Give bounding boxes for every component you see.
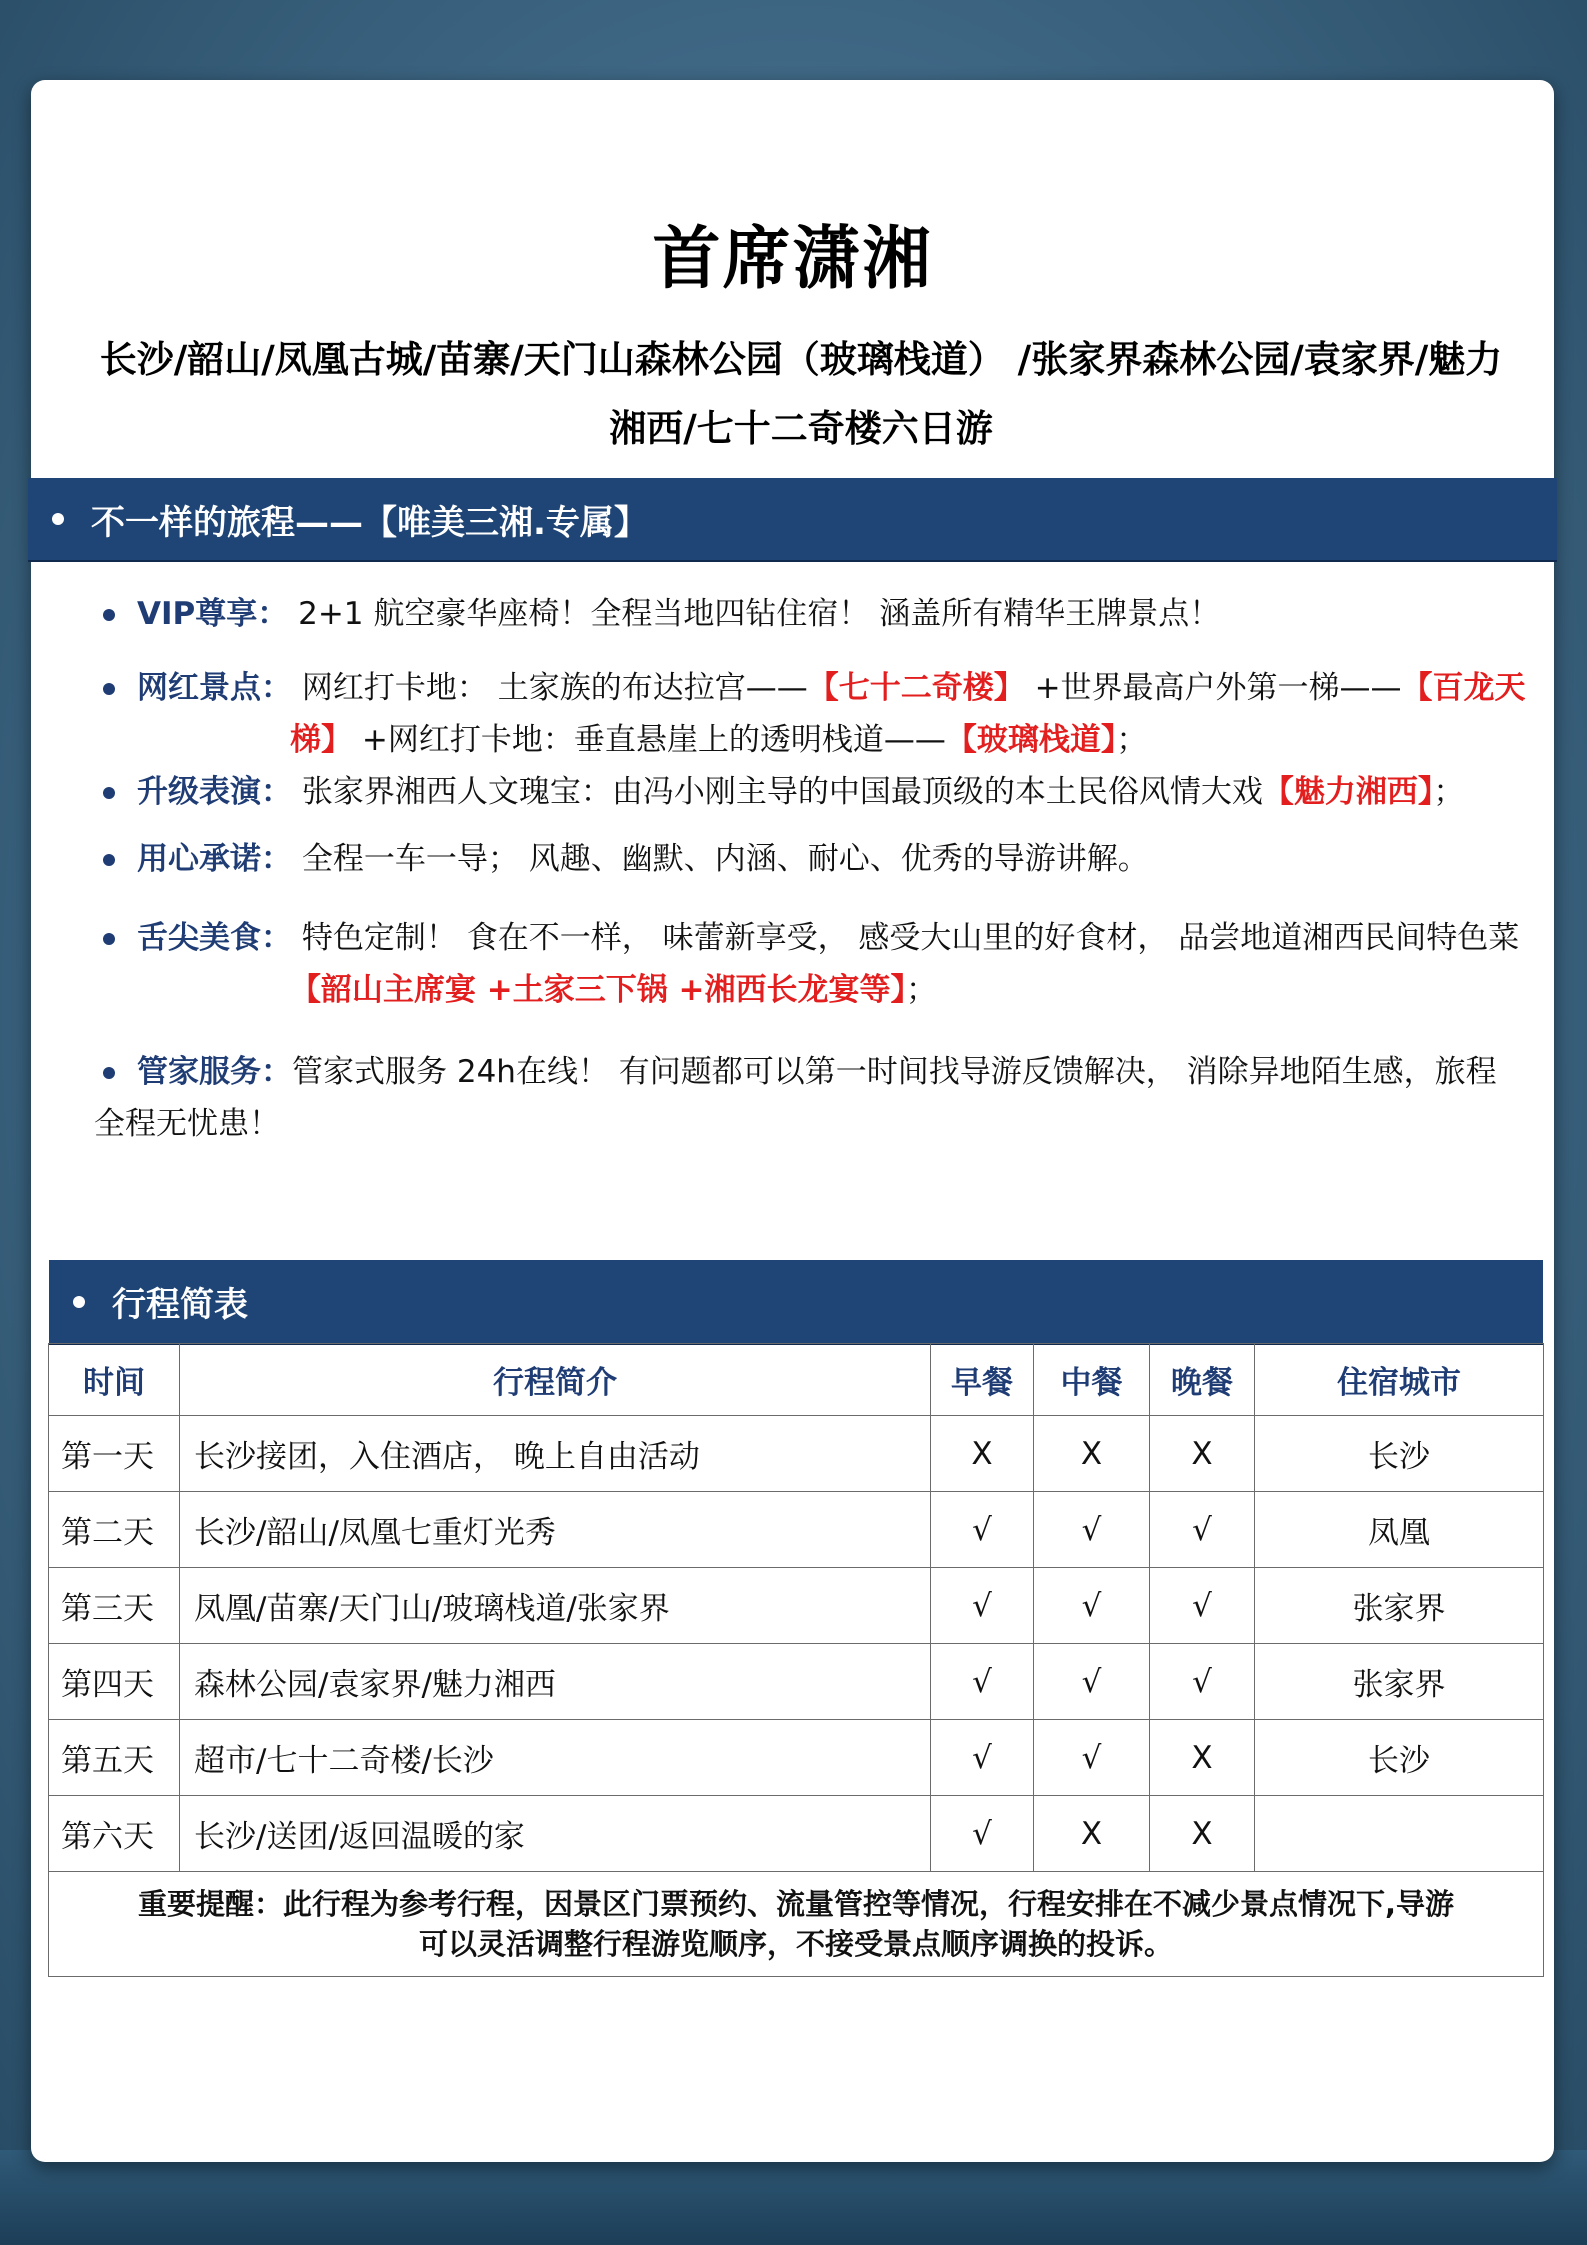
table-row — [49, 1492, 1544, 1568]
highlight-label: VIP尊享： — [137, 596, 289, 632]
highlight-line2 — [137, 964, 1557, 1016]
header-cell: 晚餐 — [1150, 1344, 1255, 1416]
highlight-text: 全程无忧患！ — [94, 1106, 280, 1142]
highlight-text: 特色定制！ 食在不一样， 味蕾新享受， 感受大山里的好食材， 品尝地道湘西民间特色菜 — [301, 920, 1520, 956]
desc-cell: 长沙/韶山/凤凰七重灯光秀 — [180, 1492, 931, 1568]
desc-cell: 超市/七十二奇楼/长沙 — [180, 1720, 931, 1796]
bottom-band — [0, 2150, 1587, 2245]
schedule-table — [48, 1343, 1544, 1977]
desc-cell: 森林公园/袁家界/魅力湘西 — [180, 1644, 931, 1720]
city-cell: 长沙 — [1255, 1416, 1544, 1492]
highlight-red: 【玻璃栈道】 — [945, 722, 1117, 758]
breakfast-cell: X — [931, 1416, 1034, 1492]
lunch-cell: √ — [1034, 1492, 1150, 1568]
breakfast-cell: √ — [931, 1492, 1034, 1568]
highlight-text: 管家式服务 24h在线！ 有问题都可以第一时间找导游反馈解决， 消除异地陌生感，旅程 — [292, 1054, 1497, 1090]
highlight-promise — [137, 833, 1557, 885]
highlight-text: 全程一车一导； 风趣、幽默、内涵、耐心、优秀的导游讲解。 — [301, 841, 1149, 877]
lunch-cell: √ — [1034, 1720, 1150, 1796]
day-cell: 第五天 — [49, 1720, 180, 1796]
day-cell: 第三天 — [49, 1568, 180, 1644]
highlight-red: 梯】 — [290, 722, 352, 758]
dinner-cell: X — [1150, 1720, 1255, 1796]
highlight-show — [137, 766, 1557, 818]
table-header-row — [49, 1344, 1544, 1416]
lunch-cell: X — [1034, 1796, 1150, 1872]
day-cell: 第四天 — [49, 1644, 180, 1720]
lunch-cell: √ — [1034, 1644, 1150, 1720]
breakfast-cell: √ — [931, 1796, 1034, 1872]
lunch-cell: √ — [1034, 1568, 1150, 1644]
desc-cell: 长沙接团，入住酒店， 晚上自由活动 — [180, 1416, 931, 1492]
highlight-line1 — [94, 1054, 1497, 1090]
header-cell: 住宿城市 — [1255, 1344, 1544, 1416]
bullet-dot — [52, 513, 64, 525]
bullet-dot — [103, 683, 115, 695]
page-title: 首席潇湘 — [652, 220, 933, 299]
table-note-row — [49, 1872, 1544, 1977]
dinner-cell: X — [1150, 1416, 1255, 1492]
header-cell: 行程简介 — [180, 1344, 931, 1416]
city-cell — [1255, 1796, 1544, 1872]
section-header-journey — [28, 478, 1557, 562]
breakfast-cell: √ — [931, 1568, 1034, 1644]
highlight-label: 舌尖美食： — [137, 920, 292, 956]
highlight-butler — [94, 1046, 1534, 1150]
section-heading: 不一样的旅程——【唯美三湘.专属】 — [91, 502, 648, 543]
bullet-dot — [103, 787, 115, 799]
lunch-cell: X — [1034, 1416, 1150, 1492]
city-cell: 凤凰 — [1255, 1492, 1544, 1568]
day-cell: 第六天 — [49, 1796, 180, 1872]
table-row — [49, 1416, 1544, 1492]
bullet-dot — [103, 854, 115, 866]
day-cell: 第二天 — [49, 1492, 180, 1568]
highlight-red: 【魅力湘西】 — [1262, 774, 1434, 810]
bullet-dot — [73, 1296, 85, 1308]
dinner-cell: √ — [1150, 1492, 1255, 1568]
dinner-cell: X — [1150, 1796, 1255, 1872]
table-row — [49, 1568, 1544, 1644]
city-cell: 张家界 — [1255, 1644, 1544, 1720]
highlight-text: ； — [1116, 722, 1148, 758]
highlight-text: ； — [1433, 774, 1465, 810]
highlight-red: 【韶山主席宴 +土家三下锅 +湘西长龙宴等】 — [290, 972, 907, 1008]
important-notice — [49, 1872, 1544, 1977]
table-row — [49, 1796, 1544, 1872]
header-cell: 时间 — [49, 1344, 180, 1416]
highlight-landmarks — [137, 662, 1557, 766]
page-subtitle: 长沙/韶山/凤凰古城/苗寨/天门山森林公园（玻璃栈道） /张家界森林公园/袁家界/魅力湘西/七十二奇楼六日游 — [99, 338, 1503, 450]
highlight-label: 网红景点： — [137, 670, 292, 706]
section-heading: 行程简表 — [112, 1285, 248, 1325]
header-cell: 中餐 — [1034, 1344, 1150, 1416]
brochure-page — [31, 80, 1554, 2162]
breakfast-cell: √ — [931, 1720, 1034, 1796]
table-row — [49, 1720, 1544, 1796]
table-row — [49, 1644, 1544, 1720]
section-header-schedule — [49, 1260, 1543, 1345]
desc-cell: 长沙/送团/返回温暖的家 — [180, 1796, 931, 1872]
highlight-text: ； — [906, 972, 938, 1008]
bullet-dot — [103, 1067, 115, 1079]
highlight-vip — [137, 588, 1537, 640]
highlight-food — [137, 912, 1557, 1016]
highlight-red: 【百龙天 — [1401, 670, 1526, 706]
desc-cell: 凤凰/苗寨/天门山/玻璃栈道/张家界 — [180, 1568, 931, 1644]
highlight-red: 【七十二奇楼】 — [807, 670, 1025, 706]
city-cell: 长沙 — [1255, 1720, 1544, 1796]
highlight-label: 用心承诺： — [137, 841, 292, 877]
header-cell: 早餐 — [931, 1344, 1034, 1416]
highlight-label: 管家服务： — [137, 1054, 292, 1090]
highlight-text: 网红打卡地： 土家族的布达拉宫—— — [301, 670, 808, 706]
highlight-text: +世界最高户外第一梯—— — [1024, 670, 1402, 706]
breakfast-cell: √ — [931, 1644, 1034, 1720]
highlight-text: 张家界湘西人文瑰宝：由冯小刚主导的中国最顶级的本土民俗风情大戏 — [301, 774, 1263, 810]
bullet-dot — [103, 933, 115, 945]
highlight-text: 2+1 航空豪华座椅！全程当地四钻住宿！ 涵盖所有精华王牌景点！ — [298, 596, 1221, 632]
city-cell: 张家界 — [1255, 1568, 1544, 1644]
highlight-text: +网红打卡地：垂直悬崖上的透明栈道—— — [352, 722, 946, 758]
highlight-label: 升级表演： — [137, 774, 292, 810]
notice-line: 重要提醒：此行程为参考行程，因景区门票预约、流量管控等情况，行程安排在不减少景点情况下,导游 — [137, 1887, 1455, 1921]
dinner-cell: √ — [1150, 1568, 1255, 1644]
highlight-line2 — [137, 714, 1557, 766]
dinner-cell: √ — [1150, 1644, 1255, 1720]
day-cell: 第一天 — [49, 1416, 180, 1492]
bullet-dot — [103, 609, 115, 621]
notice-line: 可以灵活调整行程游览顺序，不接受景点顺序调换的投诉。 — [418, 1927, 1173, 1961]
